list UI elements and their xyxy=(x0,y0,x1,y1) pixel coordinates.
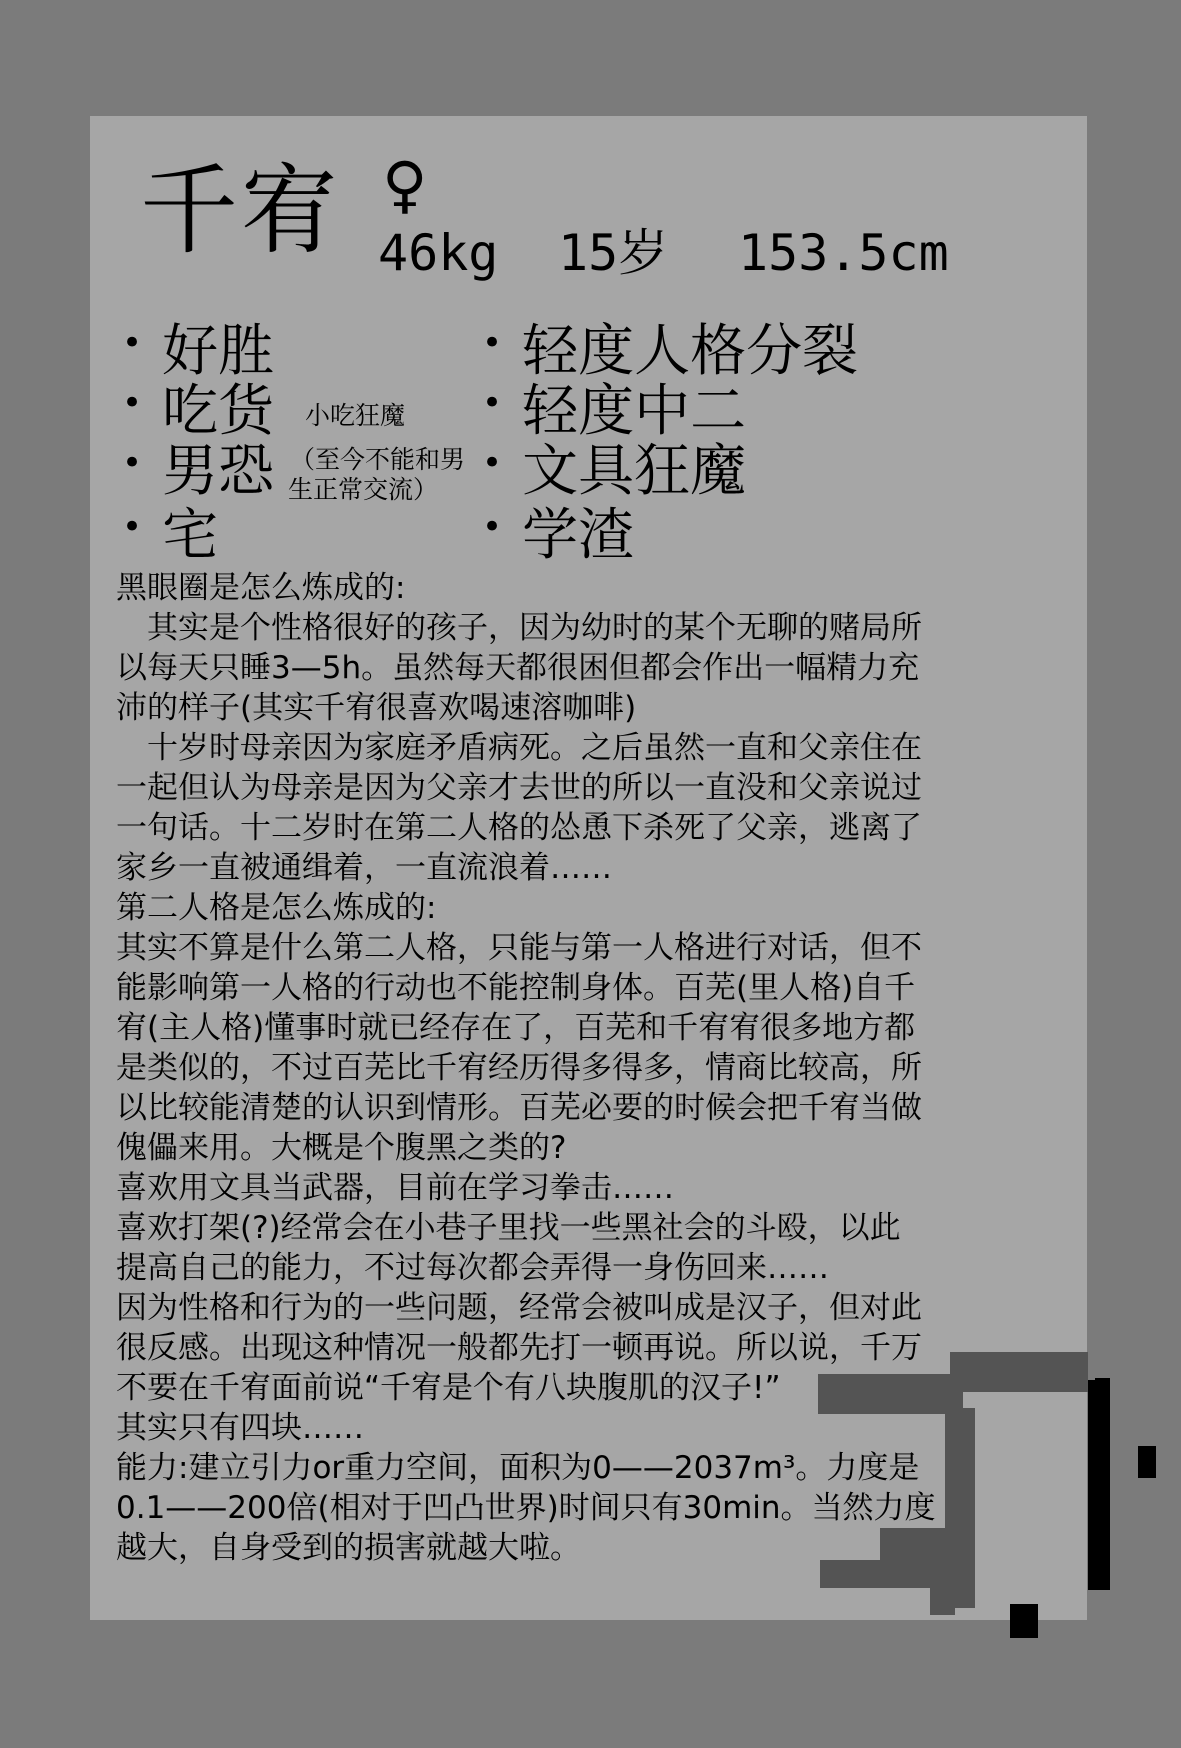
bio-line: 能力:建立引力or重力空间，面积为0——2037m³。力度是 xyxy=(116,1450,920,1486)
bullet-icon: • xyxy=(122,323,143,363)
bio-line: 其实是个性格很好的孩子，因为幼时的某个无聊的赌局所 xyxy=(116,610,922,646)
bullet-icon: • xyxy=(122,383,143,423)
trait-item: • 轻度中二 xyxy=(482,379,747,444)
bio-line: 第二人格是怎么炼成的: xyxy=(116,890,437,926)
bio-line: 其实不算是什么第二人格，只能与第一人格进行对话，但不 xyxy=(116,930,922,966)
bio-line: 十岁时母亲因为家庭矛盾病死。之后虽然一直和父亲住在 xyxy=(116,730,922,766)
bullet-icon: • xyxy=(122,507,143,547)
bio-line: 不要在千宥面前说“千宥是个有八块腹肌的汉子!” xyxy=(116,1370,781,1406)
bio-line: 宥(主人格)懂事时就已经存在了，百芜和千宥宥很多地方都 xyxy=(116,1010,916,1046)
trait-item: • 好胜 xyxy=(122,319,275,384)
bio-line: 一起但认为母亲是因为父亲才去世的所以一直没和父亲说过 xyxy=(116,770,922,806)
bio-line: 家乡一直被通缉着，一直流浪着…… xyxy=(116,850,612,886)
bullet-icon: • xyxy=(482,507,503,547)
trait-item: • 轻度人格分裂 xyxy=(482,319,859,384)
biography-text xyxy=(116,568,1056,1568)
bullet-icon: • xyxy=(482,323,503,363)
bio-line: 喜欢用文具当武器，目前在学习拳击…… xyxy=(116,1170,674,1206)
bio-line: 傀儡来用。大概是个腹黑之类的? xyxy=(116,1130,567,1166)
trait-item: • 文具狂魔 xyxy=(482,439,747,504)
bio-line: 其实只有四块…… xyxy=(116,1410,364,1446)
bullet-icon: • xyxy=(122,443,143,483)
bio-line: 一句话。十二岁时在第二人格的怂恿下杀死了父亲，逃离了 xyxy=(116,810,922,846)
bio-line: 越大，自身受到的损害就越大啦。 xyxy=(116,1530,581,1566)
character-name: 千宥 xyxy=(140,154,341,268)
trait-item: • 宅 xyxy=(122,503,219,568)
bio-line: 黑眼圈是怎么炼成的: xyxy=(116,570,406,606)
bio-line: 以比较能清楚的认识到情形。百芜必要的时候会把千宥当做 xyxy=(116,1090,922,1126)
bio-line: 0.1——200倍(相对于凹凸世界)时间只有30min。当然力度 xyxy=(116,1490,936,1526)
bio-line: 因为性格和行为的一些问题，经常会被叫成是汉子，但对此 xyxy=(116,1290,922,1326)
age-value: 15岁 xyxy=(558,224,669,282)
bullet-icon: • xyxy=(482,443,503,483)
trait-item: • 男恐 xyxy=(122,439,275,504)
weight-value: 46kg xyxy=(378,224,499,282)
bio-line: 很反感。出现这种情况一般都先打一顿再说。所以说，千万 xyxy=(116,1330,922,1366)
trait-item: • 学渣 xyxy=(482,503,635,568)
female-symbol-icon: ♀ xyxy=(382,148,428,221)
bio-line: 喜欢打架(?)经常会在小巷子里找一些黑社会的斗殴，以此 xyxy=(116,1210,901,1246)
trait-item: • 吃货 xyxy=(122,379,275,444)
bullet-icon: • xyxy=(482,383,503,423)
bio-line: 提高自己的能力，不过每次都会弄得一身伤回来…… xyxy=(116,1250,829,1286)
bio-line: 以每天只睡3—5h。虽然每天都很困但都会作出一幅精力充 xyxy=(116,650,920,686)
trait-note: 小吃狂魔 xyxy=(305,401,406,430)
trait-note: 生正常交流） xyxy=(288,475,439,504)
bio-line: 沛的样子(其实千宥很喜欢喝速溶咖啡) xyxy=(116,690,637,726)
trait-note: （至今不能和男 xyxy=(290,445,466,474)
bio-line: 能影响第一人格的行动也不能控制身体。百芜(里人格)自千 xyxy=(116,970,916,1006)
height-value: 153.5cm xyxy=(738,224,949,282)
bio-line: 是类似的，不过百芜比千宥经历得多得多，情商比较高，所 xyxy=(116,1050,922,1086)
